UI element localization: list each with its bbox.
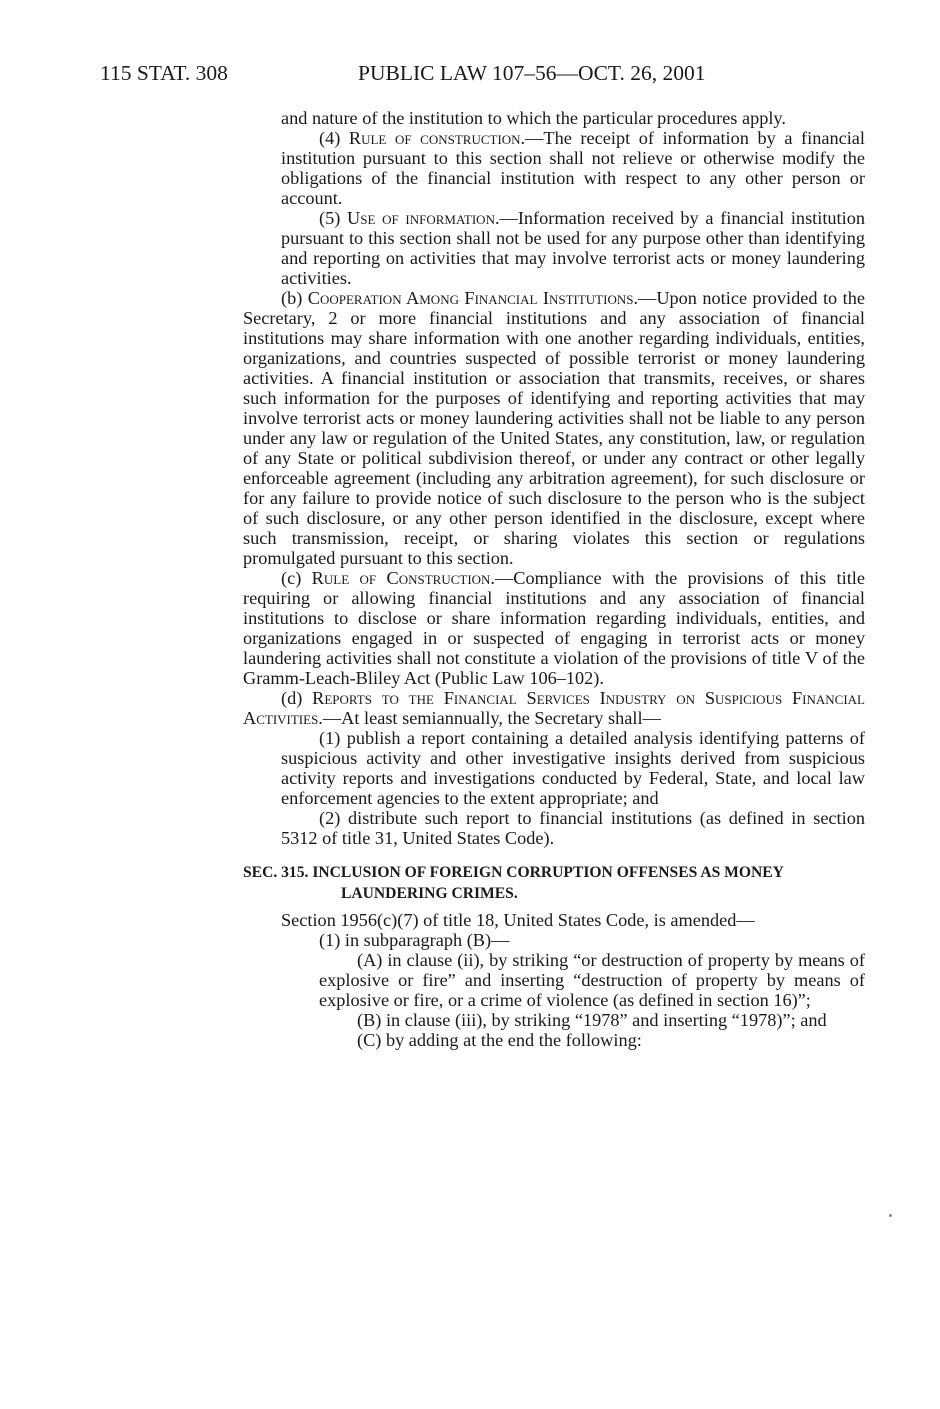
section-315-clause-a: (A) in clause (ii), by striking “or destruction of property by means of explosive or fire” and inserting “destruction of property by means of explosive or fire, or a crime of violence (as defined in section 16)”; [319, 950, 865, 1010]
paragraph-d1: (1) publish a report containing a detailed analysis identifying patterns of suspicious activity and other investigative insights derived from suspicious activity reports and investigations conducted by Federal, State, and local law enforcement agencies to the extent appropriate; and [281, 728, 865, 808]
subsection-d [243, 688, 865, 728]
paragraph-a3-continuation: and nature of the institution to which the particular procedures apply. [281, 108, 786, 128]
running-header [0, 58, 940, 88]
subsection-heading: Reports to the Financial Services Industry on Suspicious Financial Activities. [243, 688, 865, 728]
paragraph-number: (4) [319, 128, 349, 148]
paragraph-heading: Use of information. [347, 208, 500, 228]
section-heading-line-2: LAUNDERING CRIMES. [341, 885, 518, 902]
paragraph-heading: Rule of construction. [348, 128, 526, 148]
subsection-text: —Upon notice provided to the Secretary, 2 or more financial institutions and any association of financial institutions may share information with one another regarding individuals, entities, organizations, and countries suspected of possible terrorist or money laundering activities. A financial institution or association that transmits, receives, or shares such information for the purposes of identifying and reporting activities that may involve terrorist acts or money laundering activities shall not be liable to any person under any law or regulation of the United States, any constitution, law, or regulation of any State or political subdivision thereof, or under any contract or other legally enforceable agreement (including any arbitration agreement), for such disclosure or for any failure to provide notice of such disclosure to the person who is the subject of such disclosure, or any other person identified in the disclosure, except where such transmission, receipt, or sharing violates this section or regulations promulgated pursuant to this section. [243, 288, 865, 568]
subsection-b [243, 288, 865, 568]
paragraph-d2: (2) distribute such report to financial institutions (as defined in section 5312 of title 31, United States Code). [281, 808, 865, 848]
subsection-c [243, 568, 865, 688]
subsection-text: —At least semiannually, the Secretary shall— [322, 708, 661, 728]
paragraph-a5 [281, 208, 865, 288]
subsection-heading: Rule of Construction. [311, 568, 495, 588]
subsection-number: (b) [281, 288, 308, 308]
law-reference: PUBLIC LAW 107–56—OCT. 26, 2001 [358, 61, 706, 85]
section-315-heading [243, 862, 865, 904]
paragraph-text: —The receipt of information by a financial institution pursuant to this section shall not relieve or otherwise modify the obligations of the financial institution with respect to any other person or account. [281, 128, 865, 208]
text-column [243, 108, 865, 1050]
paragraph-number: (5) [319, 208, 348, 228]
paragraph-text: —Information received by a financial institution pursuant to this section shall not be used for any purpose other than identifying and reporting on activities that may involve terrorist acts or money laundering activities. [281, 208, 865, 288]
section-315-paragraph-1: (1) in subparagraph (B)— [319, 930, 510, 950]
paragraph-a4 [281, 128, 865, 208]
stat-reference: 115 STAT. 308 [100, 61, 228, 85]
subsection-number: (d) [281, 688, 313, 708]
subsection-number: (c) [281, 568, 312, 588]
scan-speck [889, 1214, 892, 1217]
section-315-clause-b: (B) in clause (iii), by striking “1978” and inserting “1978)”; and [357, 1010, 827, 1030]
section-315-intro: Section 1956(c)(7) of title 18, United States Code, is amended— [281, 910, 755, 930]
section-heading-line-1: SEC. 315. INCLUSION OF FOREIGN CORRUPTION OFFENSES AS MONEY [243, 864, 784, 881]
subsection-text: —Compliance with the provisions of this title requiring or allowing financial institutions and any association of financial institutions to disclose or share information regarding individuals, entities, and organizations engaged in or suspected of engaging in terrorist acts or money laundering activities shall not constitute a violation of the provisions of title V of the Gramm-Leach-Bliley Act (Public Law 106–102). [243, 568, 865, 688]
section-315-clause-c: (C) by adding at the end the following: [357, 1030, 642, 1050]
subsection-heading: Cooperation Among Financial Institutions. [307, 288, 639, 308]
